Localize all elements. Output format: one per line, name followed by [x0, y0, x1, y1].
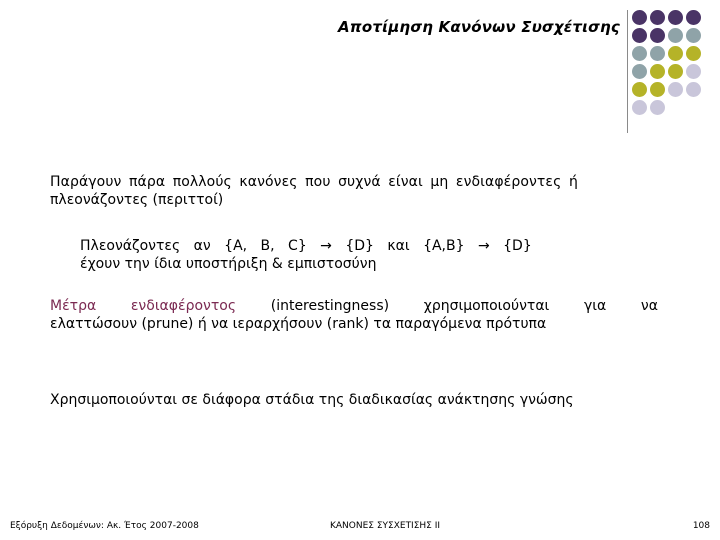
- decorative-dot: [650, 64, 665, 79]
- term-endiaferontos: ενδιαφέροντος: [130, 298, 237, 314]
- footer-topic: ΚΑΝΟΝΕΣ ΣΥΣΧΕΤΙΣΗΣ ΙΙ: [330, 521, 441, 531]
- decorative-dot: [632, 28, 647, 43]
- sub-bullet-line-2: έχουν την ίδια υποστήριξη & εμπιστοσύνη: [80, 256, 377, 272]
- bullet-3-line-1: Χρησιμοποιούνται σε διάφορα στάδια της διαδικασίας ανάκτησης γνώσης: [50, 392, 574, 408]
- sub-bullet: [80, 237, 640, 273]
- decorative-dot: [632, 10, 647, 25]
- decorative-dot: [650, 100, 665, 115]
- slide-title: Αποτίμηση Κανόνων Συσχέτισης: [338, 18, 620, 36]
- decorative-dot: [686, 28, 701, 43]
- word-gia: για: [583, 298, 607, 314]
- word-chrisimopoiountai: χρησιμοποιούνται: [423, 298, 550, 314]
- decorative-dot: [668, 28, 683, 43]
- word-na: να: [640, 298, 658, 314]
- bullet-2: [50, 297, 690, 333]
- bullet-3: [50, 391, 690, 409]
- decorative-dot-grid: [632, 10, 720, 120]
- decorative-dot: [668, 82, 683, 97]
- decorative-dot: [686, 10, 701, 25]
- decorative-dot: [650, 46, 665, 61]
- term-metra: Μέτρα: [50, 298, 97, 314]
- decorative-dot: [686, 64, 701, 79]
- bullet-1-line-2: πλεονάζοντες (περιττοί): [50, 192, 224, 208]
- decorative-dot: [668, 46, 683, 61]
- decorative-dot: [668, 10, 683, 25]
- bullet-2-line-2: ελαττώσουν (prune) ή να ιεραρχήσουν (rank) τα παραγόμενα πρότυπα: [50, 316, 547, 332]
- decorative-dot: [650, 28, 665, 43]
- bullet-2-line-1: [50, 297, 658, 315]
- bullet-1: [50, 173, 690, 209]
- footer-course: Εξόρυξη Δεδομένων: Ακ. Έτος 2007-2008: [10, 521, 199, 531]
- decorative-dot: [632, 64, 647, 79]
- decorative-dot: [686, 82, 701, 97]
- decorative-dot: [686, 46, 701, 61]
- decorative-dot: [632, 100, 647, 115]
- sub-bullet-line-1: Πλεονάζοντες αν {A, B, C} → {D} και {A,B} → {D}: [80, 238, 532, 254]
- decorative-dot: [668, 64, 683, 79]
- decorative-dot: [650, 82, 665, 97]
- word-interestingness: (interestingness): [270, 298, 390, 314]
- decorative-dot: [632, 82, 647, 97]
- decorative-dot: [650, 10, 665, 25]
- footer-page-number: 108: [692, 521, 710, 531]
- decorative-dot: [632, 46, 647, 61]
- bullet-1-line-1: Παράγουν πάρα πολλούς κανόνες που συχνά είναι μη ενδιαφέροντες ή: [50, 174, 578, 190]
- title-divider-line: [627, 10, 628, 133]
